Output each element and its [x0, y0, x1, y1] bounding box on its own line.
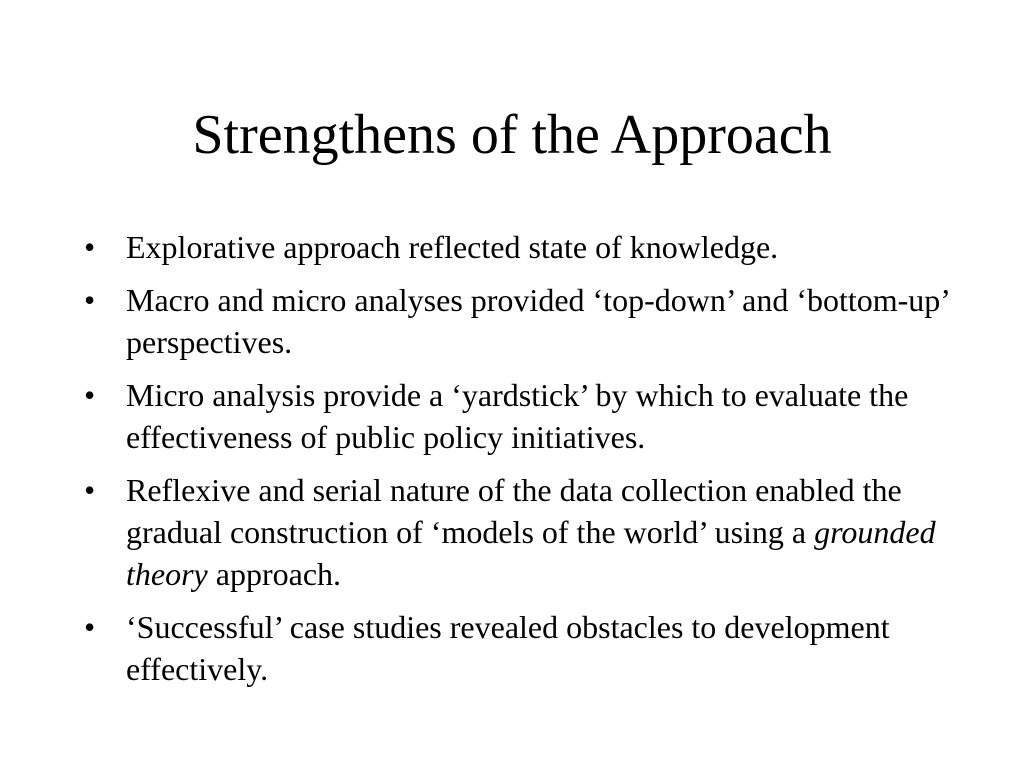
bullet-icon: •: [84, 282, 96, 318]
bullet-text-4-before: Reflexive and serial nature of the data collection enabled the gradual construction of ‘models of the world’ using a: [126, 472, 902, 550]
bullet-text-2: Macro and micro analyses provided ‘top-down’ and ‘bottom-up’ perspectives.: [126, 282, 949, 360]
bullet-item-1: [84, 226, 964, 268]
bullet-icon: •: [84, 377, 96, 413]
bullet-icon: •: [84, 609, 96, 645]
slide-title: Strengthens of the Approach: [192, 104, 832, 166]
bullet-text-3: Micro analysis provide a ‘yardstick’ by which to evaluate the effectiveness of public policy initiatives.: [126, 377, 909, 455]
bullet-text-1: Explorative approach reflected state of knowledge.: [126, 229, 779, 265]
bullet-item-4: [84, 469, 964, 595]
bullet-text-4-after: approach.: [207, 556, 342, 592]
bullet-item-3: [84, 374, 964, 458]
bullet-text-4-emphasis: grounded theory: [126, 514, 936, 592]
bullet-item-2: [84, 279, 964, 363]
bullet-icon: •: [84, 229, 96, 265]
bullet-icon: •: [84, 472, 96, 508]
bullet-text-4: [126, 472, 936, 592]
bullet-text-5: ‘Successful’ case studies revealed obstacles to development effectively.: [126, 609, 890, 687]
bullet-item-5: [84, 606, 964, 690]
bullet-list: [84, 226, 964, 701]
